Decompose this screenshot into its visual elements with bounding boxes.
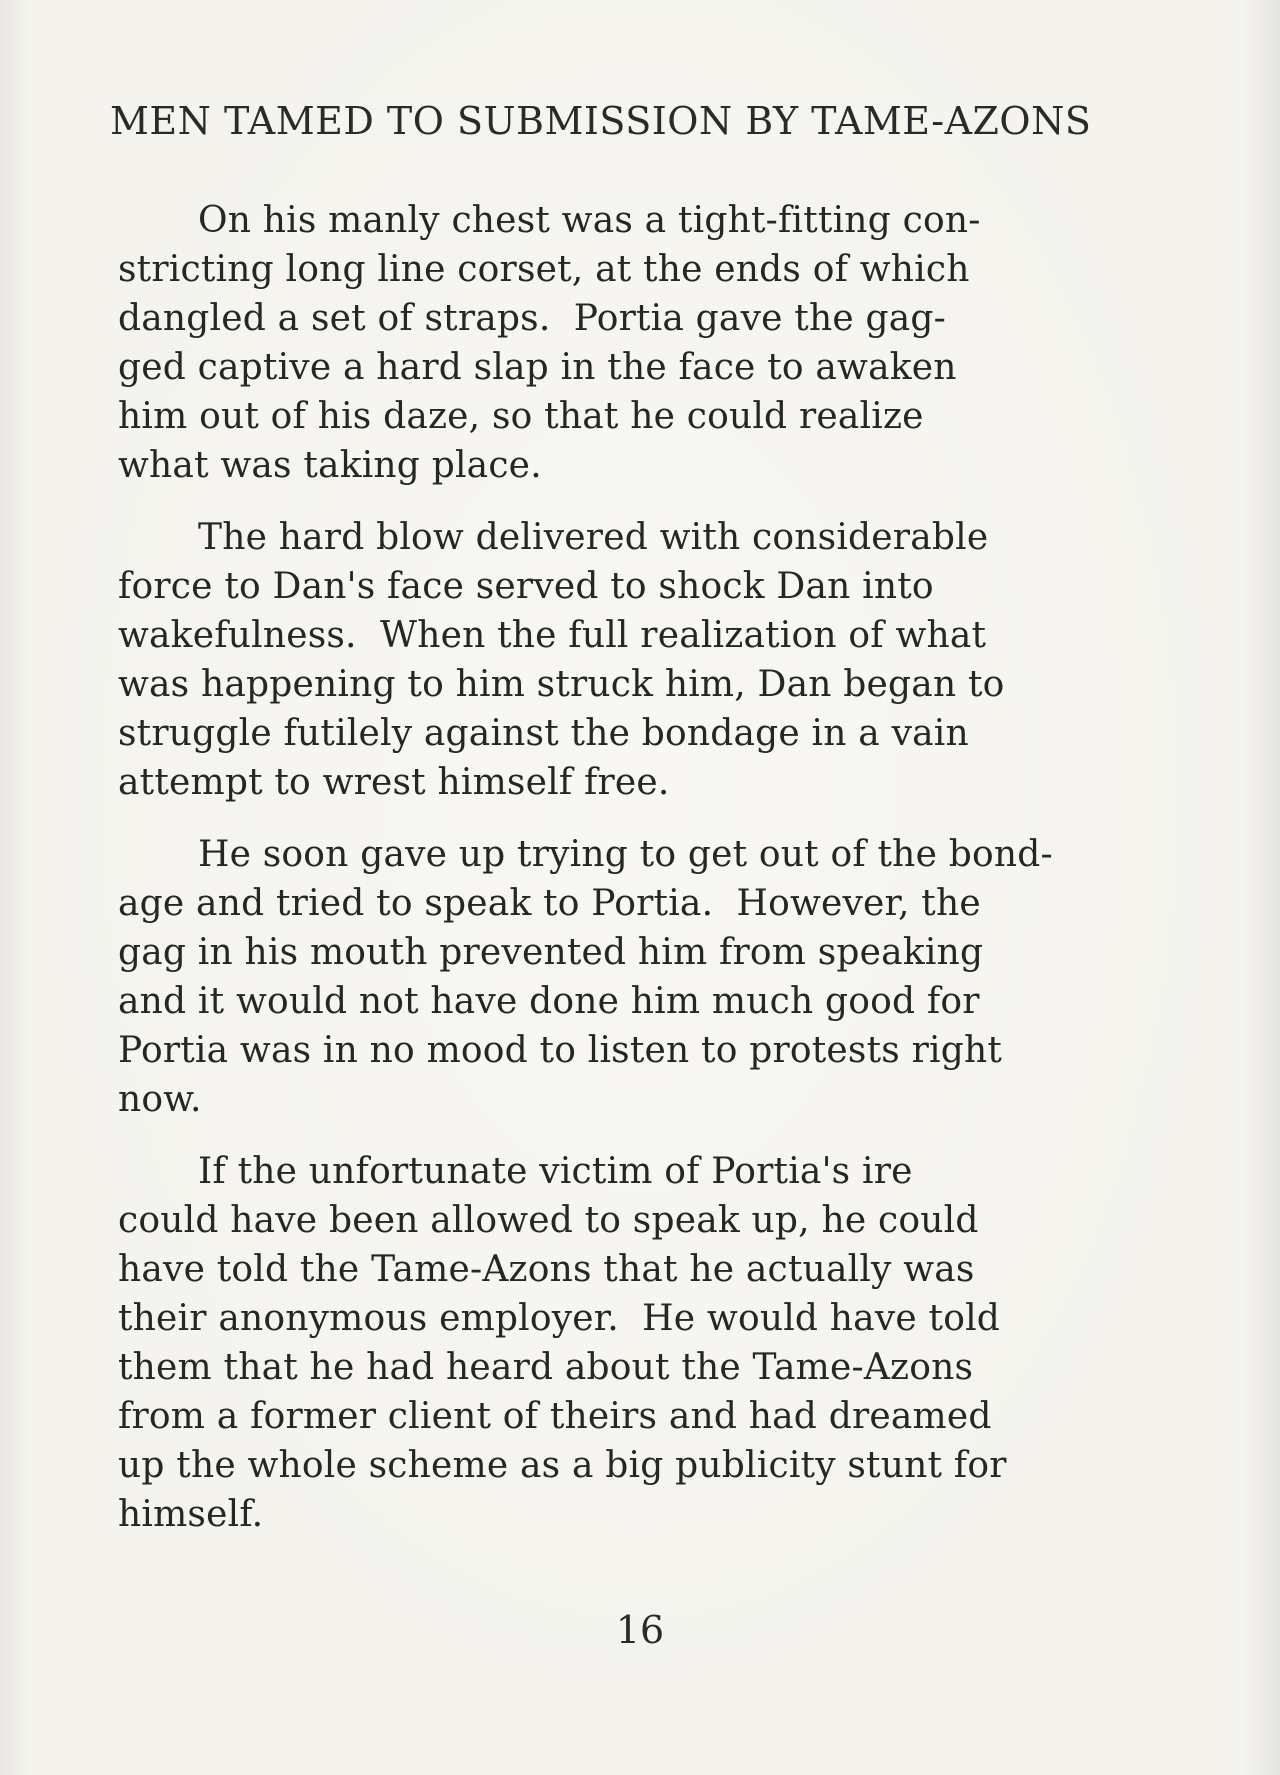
text-line: If the unfortunate victim of Portia's ire	[198, 1151, 913, 1192]
text-line: On his manly chest was a tight-fitting con-	[198, 200, 981, 241]
paragraph	[118, 1147, 1180, 1539]
text-line: have told the Tame-Azons that he actually was	[118, 1249, 975, 1290]
body-text	[118, 196, 1180, 1562]
text-line: their anonymous employer. He would have told	[118, 1298, 1001, 1339]
text-line: ged captive a hard slap in the face to awaken	[118, 347, 957, 388]
text-line: and it would not have done him much good for	[118, 981, 980, 1022]
text-line: stricting long line corset, at the ends of which	[118, 249, 970, 290]
text-line: was happening to him struck him, Dan began to	[118, 664, 1005, 705]
text-line: age and tried to speak to Portia. However, the	[118, 883, 981, 924]
text-line: what was taking place.	[118, 445, 542, 486]
text-line: He soon gave up trying to get out of the bond-	[198, 834, 1053, 875]
text-line: himself.	[118, 1494, 264, 1535]
paragraph	[118, 830, 1180, 1124]
text-line: wakefulness. When the full realization of what	[118, 615, 987, 656]
text-line: from a former client of theirs and had dreamed	[118, 1396, 992, 1437]
text-line: him out of his daze, so that he could realize	[118, 396, 924, 437]
text-line: Portia was in no mood to listen to protests right	[118, 1030, 1002, 1071]
text-line: struggle futilely against the bondage in a vain	[118, 713, 969, 754]
paragraph	[118, 513, 1180, 807]
text-line: force to Dan's face served to shock Dan into	[118, 566, 934, 607]
text-line: dangled a set of straps. Portia gave the gag-	[118, 298, 946, 339]
text-line: attempt to wrest himself free.	[118, 762, 670, 803]
text-line: gag in his mouth prevented him from speaking	[118, 932, 984, 973]
running-head-title: MEN TAMED TO SUBMISSION BY TAME-AZONS	[110, 99, 1092, 143]
page-number: 16	[615, 1608, 665, 1652]
text-line: could have been allowed to speak up, he could	[118, 1200, 979, 1241]
text-line: them that he had heard about the Tame-Azons	[118, 1347, 974, 1388]
text-line: up the whole scheme as a big publicity stunt for	[118, 1445, 1007, 1486]
paragraph	[118, 196, 1180, 490]
text-line: The hard blow delivered with considerable	[198, 517, 989, 558]
text-line: now.	[118, 1079, 202, 1120]
